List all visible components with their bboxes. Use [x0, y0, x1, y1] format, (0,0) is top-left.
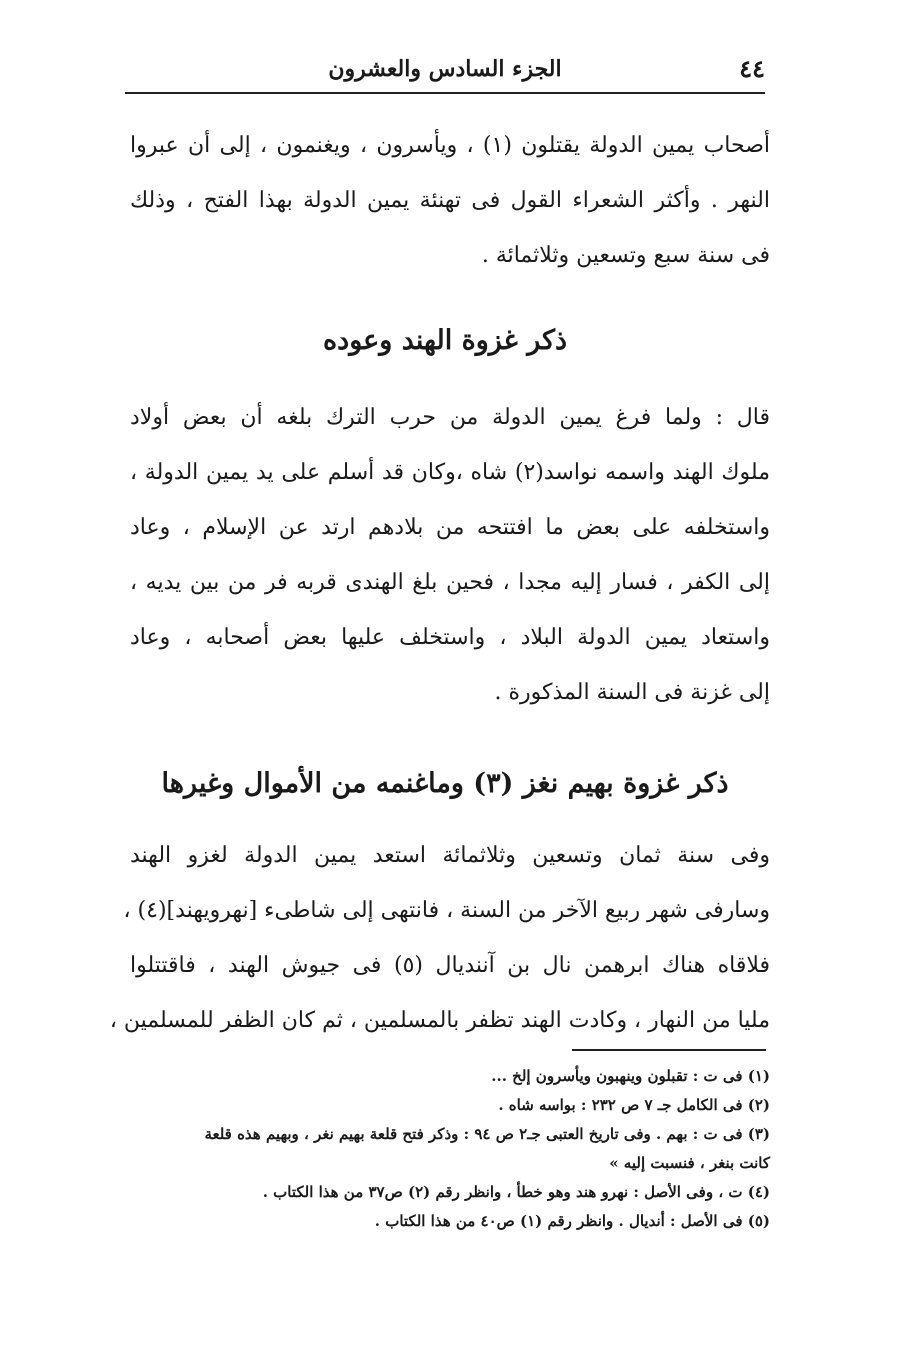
text-line: فى سنة سبع وتسعين وثلاثمائة . [481, 243, 770, 268]
text-line: إلى غزنة فى السنة المذكورة . [494, 680, 770, 705]
paragraph-2 [130, 390, 770, 720]
text-line: وسارفى شهر ربيع الآخر من السنة ، فانتهى إلى شاطىء [نهرويهند](٤) ، [123, 898, 770, 923]
running-title: الجزء السادس والعشرون [328, 56, 562, 82]
footnote-4: (٤) ت ، وفى الأصل : نهرو هند وهو خطأ ، وانظر رقم (٢) ص٣٧ من هذا الكتاب . [262, 1183, 770, 1201]
section-heading-2: ذكر غزوة بهيم نغز (٣) وماغنمه من الأموال وغيرها [161, 768, 729, 799]
footnote-5: (٥) فى الأصل : أنديال . وانظر رقم (١) ص٤٠ من هذا الكتاب . [374, 1212, 770, 1230]
text-line: قال : ولما فرغ يمين الدولة من حرب الترك بلغه أن بعض أولاد [130, 405, 770, 430]
footnotes [130, 1062, 770, 1236]
text-line: واستخلفه على بعض ما افتتحه من بلادهم ارتد عن الإسلام ، وعاد [130, 515, 770, 540]
header-rule [125, 92, 765, 94]
footnote-3: (٣) فى ت : بهم . وفى تاريخ العتبى جـ٢ ص ٩٤ : وذكر فتح قلعة بهيم نغر ، وبهيم هذه قلعة [204, 1125, 770, 1143]
footnote-rule [572, 1049, 766, 1051]
paragraph-3 [109, 828, 770, 1048]
paragraph-1 [130, 118, 770, 283]
text-line: إلى الكفر ، فسار إليه مجدا ، فحين بلغ الهندى قربه فر من بين يديه ، [130, 570, 770, 595]
text-line: ملوك الهند واسمه نواسد(٢) شاه ،وكان قد أسلم على يد يمين الدولة ، [130, 460, 770, 485]
footnote-2: (٢) فى الكامل جـ ٧ ص ٢٣٢ : بواسه شاه . [498, 1096, 770, 1114]
text-line: مليا من النهار ، وكادت الهند تظفر بالمسلمين ، ثم كان الظفر للمسلمين ، [109, 1008, 770, 1033]
text-line: النهر . وأكثر الشعراء القول فى تهنئة يمين الدولة بهذا الفتح ، وذلك [130, 188, 770, 213]
page-header [125, 52, 765, 92]
footnote-3-continued: كانت بنغر ، فنسبت إليه » [609, 1154, 770, 1172]
text-line: وفى سنة ثمان وتسعين وثلاثمائة استعد يمين الدولة لغزو الهند [130, 843, 770, 868]
page-number: ٤٤ [739, 54, 765, 83]
text-line: واستعاد يمين الدولة البلاد ، واستخلف عليها بعض أصحابه ، وعاد [130, 625, 770, 650]
text-line: أصحاب يمين الدولة يقتلون (١) ، ويأسرون ، ويغنمون ، إلى أن عبروا [130, 133, 771, 158]
footnote-1: (١) فى ت : تقبلون وينهبون ويأسرون إلخ ... [491, 1067, 770, 1085]
section-heading-1: ذكر غزوة الهند وعوده [323, 325, 567, 356]
text-line: فلاقاه هناك ابرهمن نال بن آننديال (٥) فى جيوش الهند ، فاقتتلوا [130, 953, 770, 978]
